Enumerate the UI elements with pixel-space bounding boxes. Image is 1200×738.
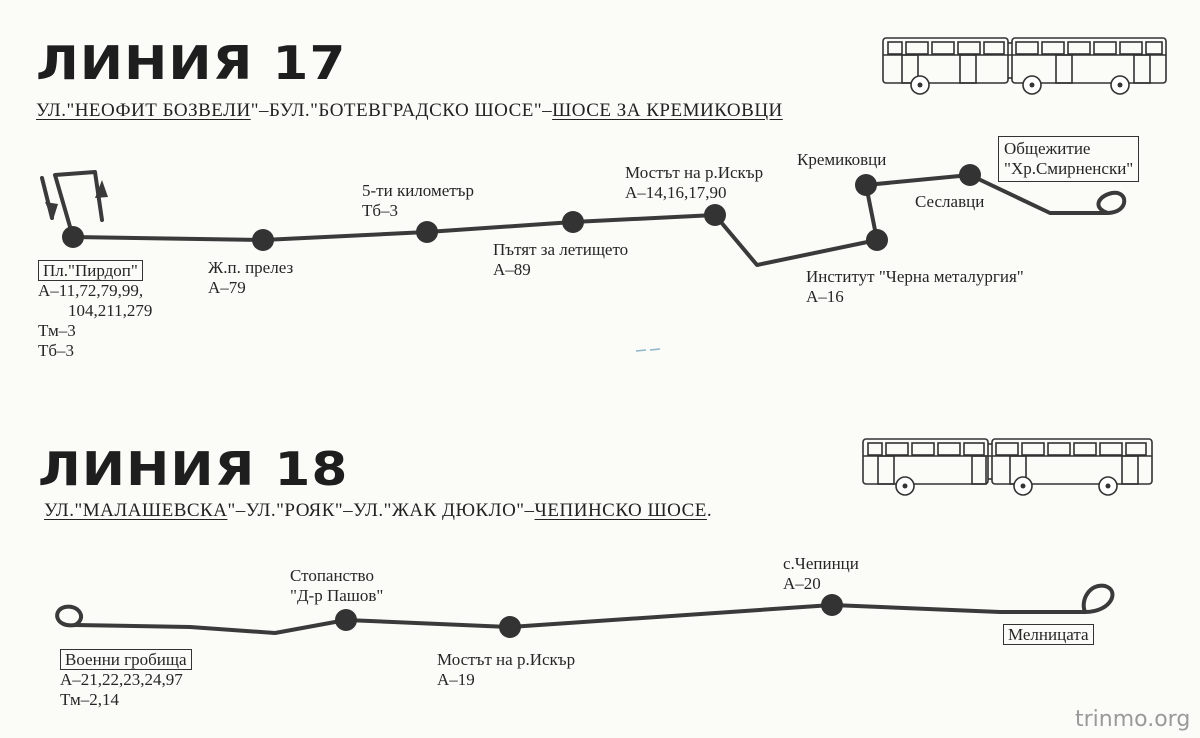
voenni-lines-2: Тм–2,14 <box>60 690 119 709</box>
kremikovci-name: Кремиковци <box>797 150 887 169</box>
stop-label-pirdop <box>38 261 152 361</box>
zhp-name: Ж.п. прелез <box>208 258 294 277</box>
stop-institut[interactable] <box>866 229 888 251</box>
chepinci-name: с.Чепинци <box>783 554 859 573</box>
articulated-bus-icon <box>880 33 1170 99</box>
obshtezhitie-name-1: Общежитие <box>1004 139 1091 158</box>
stop-label-stopanstvo <box>290 566 383 606</box>
stop-label-institut <box>806 267 1024 307</box>
seslavci-name: Сеславци <box>915 192 985 211</box>
iskar-name: Мостът на р.Искър <box>625 163 764 182</box>
line18-route-street1: УЛ."МАЛАШЕВСКА <box>44 500 228 521</box>
stop-seslavci[interactable] <box>959 164 981 186</box>
stop-stopanstvo[interactable] <box>335 609 357 631</box>
line17-route-street1: УЛ."НЕОФИТ БОЗВЕЛИ <box>36 100 251 121</box>
stop-letishte[interactable] <box>562 211 584 233</box>
stop-label-5km <box>362 181 474 221</box>
line18-route-path <box>57 586 1112 633</box>
letishte-name: Пътят за летището <box>493 240 629 259</box>
letishte-lines: А–89 <box>493 260 531 279</box>
stop-pirdop[interactable] <box>62 226 84 248</box>
stop-chepinci[interactable] <box>821 594 843 616</box>
articulated-bus-icon-18 <box>860 434 1158 500</box>
iskar-lines: А–14,16,17,90 <box>625 183 727 202</box>
pirdop-lines-3: Тм–3 <box>38 321 76 340</box>
chepinci-lines: А–20 <box>783 574 821 593</box>
stop-label-chepinci <box>783 554 859 594</box>
stopanstvo-name-1: Стопанство <box>290 566 374 585</box>
zhp-lines: А–79 <box>208 278 246 297</box>
pirdop-lines-4: Тб–3 <box>38 341 75 360</box>
line17-title: ЛИНИЯ 17 <box>36 36 347 90</box>
terminal-obshtezhitie <box>998 136 1139 182</box>
terminal-name-pirdop: Пл."Пирдоп" <box>38 260 143 281</box>
line17-route-description <box>36 100 783 122</box>
institut-name: Институт "Черна металургия" <box>806 267 1024 286</box>
iskar18-name: Мостът на р.Искър <box>437 650 576 669</box>
km5-name: 5-ти километър <box>362 181 474 200</box>
line18-route-street2: ЧЕПИНСКО ШОСЕ <box>534 500 707 521</box>
stopanstvo-name-2: "Д-р Пашов" <box>290 586 384 605</box>
stop-iskar-bridge-18[interactable] <box>499 616 521 638</box>
terminal-name-voenni: Военни гробища <box>60 649 192 670</box>
stop-5km[interactable] <box>416 221 438 243</box>
stop-label-melnicata <box>1003 625 1094 645</box>
scan-mark <box>636 349 660 351</box>
stop-label-voenni <box>60 650 192 710</box>
iskar18-lines: А–19 <box>437 670 475 689</box>
stop-iskar-bridge[interactable] <box>704 204 726 226</box>
stop-kremikovci[interactable] <box>855 174 877 196</box>
stop-zhp-prelez[interactable] <box>252 229 274 251</box>
pirdop-lines-1: А–11,72,79,99, <box>38 281 144 300</box>
terminal-name-melnicata: Мелницата <box>1003 624 1094 645</box>
line17-route-middle: "–БУЛ."БОТЕВГРАДСКО ШОСЕ"– <box>250 100 553 121</box>
line18-route-end: . <box>706 500 713 521</box>
obshtezhitie-name-2: "Хр.Смирненски" <box>1004 159 1134 178</box>
line18-route-middle: "–УЛ."РОЯК"–УЛ."ЖАК ДЮКЛО"– <box>227 500 535 521</box>
stop-label-iskar-18 <box>437 650 575 690</box>
watermark: trinmo.org <box>1075 707 1191 732</box>
km5-lines: Тб–3 <box>362 201 399 220</box>
stop-label-iskar <box>625 163 763 203</box>
line18-title: ЛИНИЯ 18 <box>38 442 349 496</box>
line18-route-description <box>44 500 712 522</box>
stop-label-letishte <box>493 240 628 280</box>
voenni-lines-1: А–21,22,23,24,97 <box>60 670 183 689</box>
institut-lines: А–16 <box>806 287 844 306</box>
line17-route-street2: ШОСЕ ЗА КРЕМИКОВЦИ <box>552 100 783 121</box>
pirdop-lines-2: 104,211,279 <box>68 301 153 320</box>
stop-label-zhp <box>208 258 293 298</box>
line18-stops <box>335 594 843 638</box>
